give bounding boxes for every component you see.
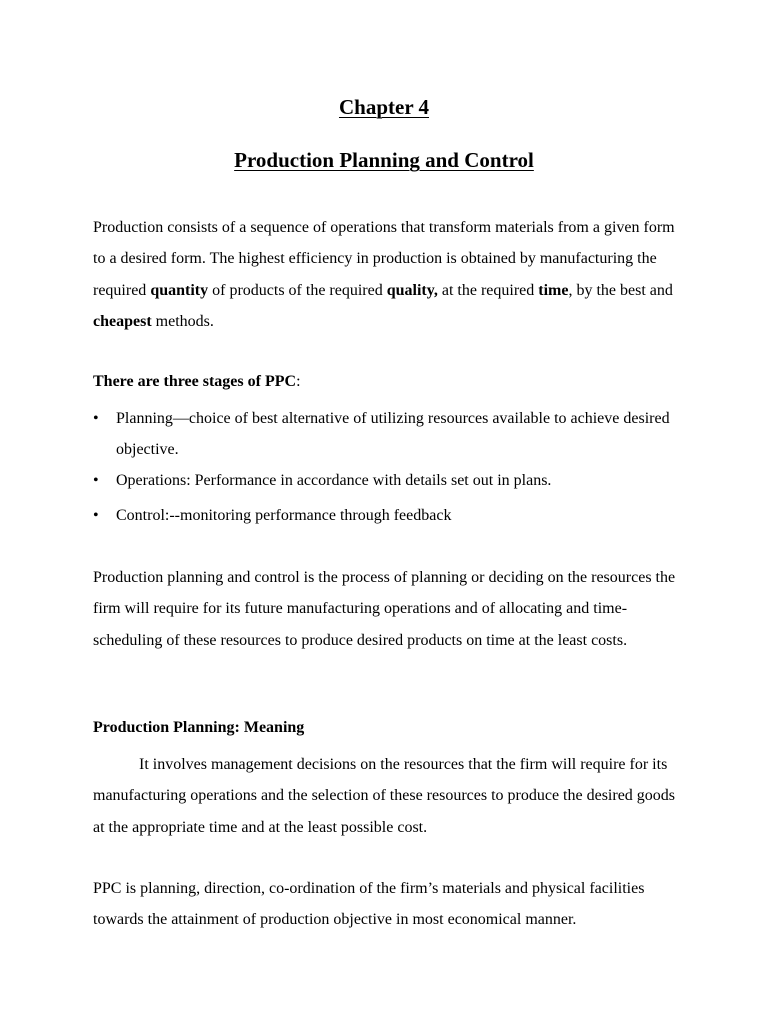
list-item-text: Planning—choice of best alternative of utilizing resources available to achieve desired objective. [116,410,670,459]
definition-paragraph: Production planning and control is the process of planning or deciding on the resources the firm will require for its future manufacturing operations and of allocating and time-scheduling of these resources to produce desired products on time at the least costs. [93,569,676,649]
intro-text-4: , by the best and [568,281,673,299]
intro-bold-quality: quality, [386,281,438,299]
stages-heading-colon: : [296,373,301,390]
meaning-paragraph: It involves management decisions on the resources that the firm will require for its manufacturing operations and the selection of these resources to produce the desired goods at the appropriate time and at the least possible cost. [93,756,676,836]
stages-heading [93,373,301,391]
intro-bold-cheapest: cheapest [93,313,152,331]
intro-paragraph [93,212,683,338]
meaning-heading: Production Planning: Meaning [93,719,305,736]
list-item [93,500,683,531]
stages-heading-text: There are three stages of PPC [93,373,297,390]
list-item [93,465,683,496]
ppc-paragraph: PPC is planning, direction, co-ordination of the firm’s materials and physical facilities towards the attainment of production objective in most economical manner. [93,880,645,929]
page-title: Production Planning and Control [234,148,534,172]
list-item-text: Control:--monitoring performance through feedback [116,507,452,524]
intro-text-3: at the required [437,281,539,299]
bullet-icon: • [93,472,99,489]
intro-text-1: Production consists of a sequence of operations that transform materials from a given form to a desired form. The highest efficiency in production is obtained by manufacturing the required [93,219,675,299]
chapter-heading: Chapter 4 [338,95,430,119]
list-item [93,403,683,466]
intro-bold-quantity: quantity [150,281,209,299]
intro-text-2: of products of the required [208,281,387,299]
bullet-icon: • [93,507,99,524]
list-item-text: Operations: Performance in accordance with details set out in plans. [116,472,552,489]
intro-text-5: methods. [151,313,214,331]
intro-bold-time: time [538,281,569,299]
bullet-icon: • [93,410,99,427]
